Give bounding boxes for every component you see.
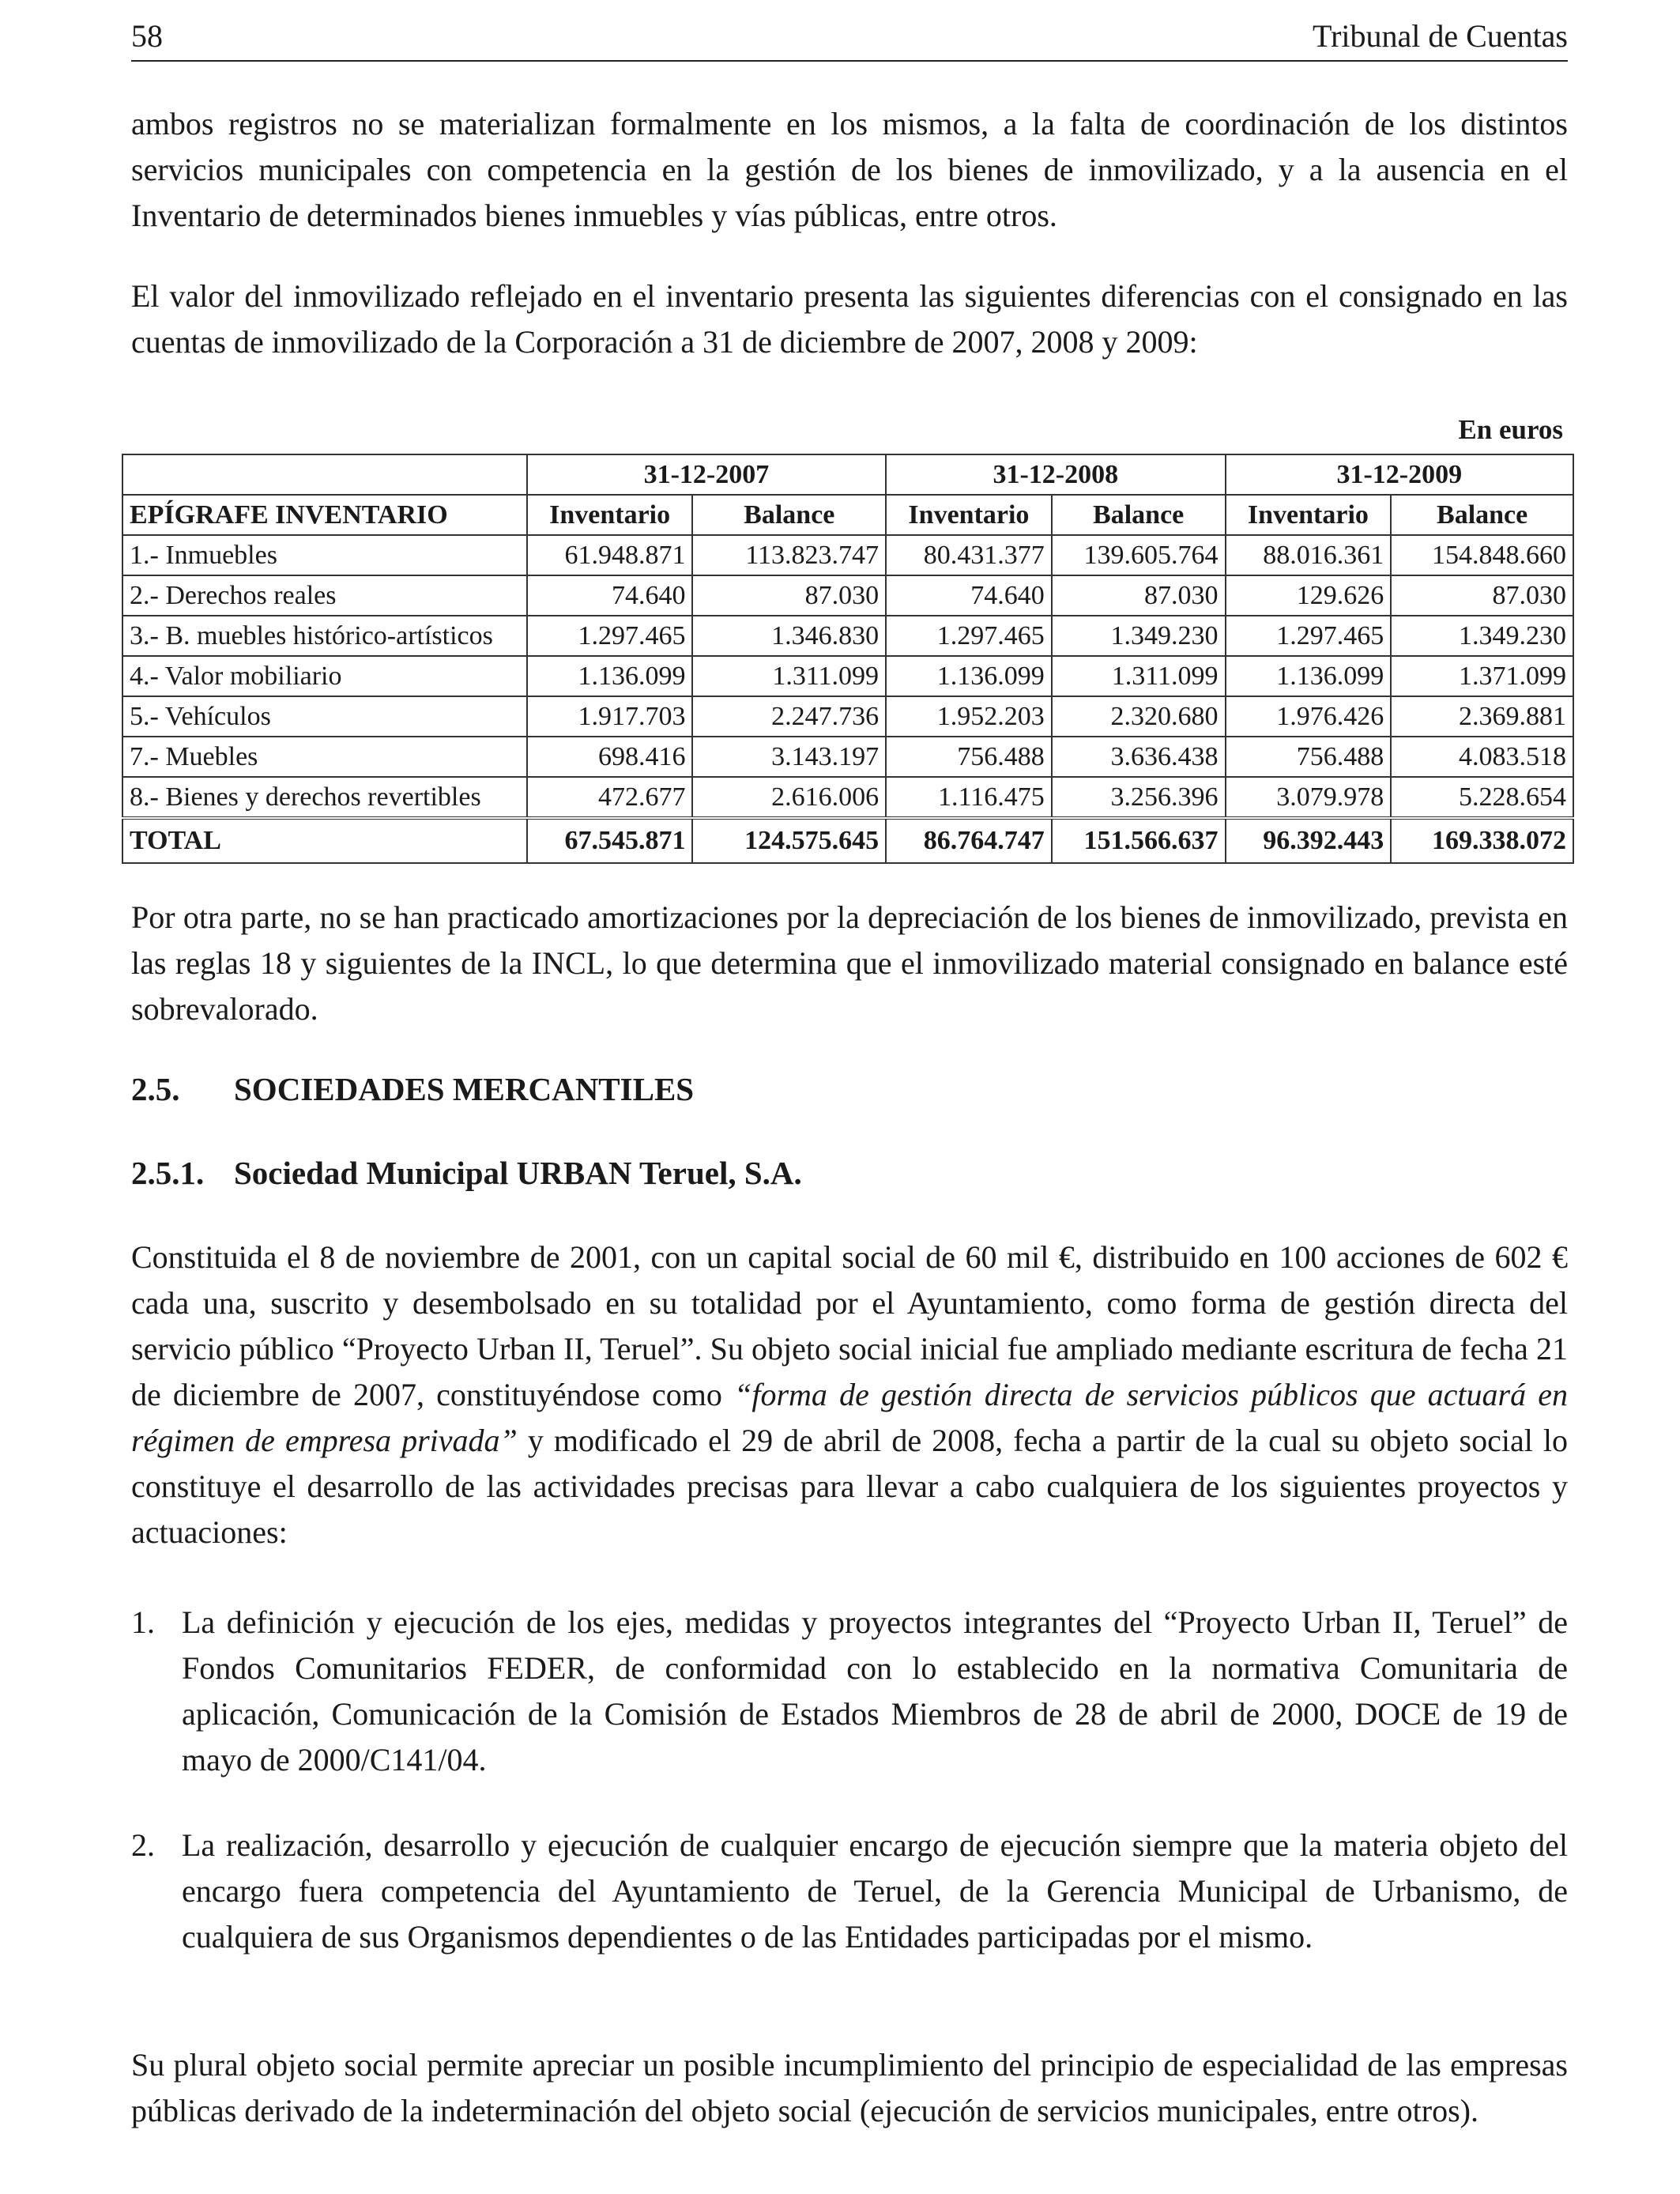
paragraph-2: El valor del inmovilizado reflejado en el inventario presenta las siguientes diferencias con el consignado en las cuentas de inmovilizado de la Corporación a 31 de diciembre de 2007, 2008 y 2009: bbox=[131, 278, 1568, 360]
list-item-number: 2. bbox=[131, 1827, 155, 1863]
table-row bbox=[122, 696, 1573, 737]
column-header-inventario: Inventario bbox=[886, 495, 1052, 535]
table-cell: 5.228.654 bbox=[1391, 777, 1573, 818]
table-cell: 2.369.881 bbox=[1391, 696, 1573, 737]
row-label: 1.- Inmuebles bbox=[122, 535, 527, 575]
section-heading bbox=[131, 1070, 694, 1108]
table-cell: 74.640 bbox=[527, 575, 693, 616]
table-row bbox=[122, 616, 1573, 656]
table-cell: 1.346.830 bbox=[692, 616, 886, 656]
table-cell: 87.030 bbox=[692, 575, 886, 616]
table-cell: 1.311.099 bbox=[692, 656, 886, 696]
table-cell: 1.311.099 bbox=[1052, 656, 1226, 696]
column-header-balance: Balance bbox=[692, 495, 886, 535]
table-cell: 3.143.197 bbox=[692, 737, 886, 777]
row-label: 3.- B. muebles histórico-artísticos bbox=[122, 616, 527, 656]
table-cell: 1.136.099 bbox=[527, 656, 693, 696]
table-cell: 87.030 bbox=[1052, 575, 1226, 616]
table-cell: 1.952.203 bbox=[886, 696, 1052, 737]
table-cell: 3.636.438 bbox=[1052, 737, 1226, 777]
total-cell: 96.392.443 bbox=[1226, 818, 1392, 863]
row-header-label: EPÍGRAFE INVENTARIO bbox=[122, 495, 527, 535]
row-label: 5.- Vehículos bbox=[122, 696, 527, 737]
row-label: 8.- Bienes y derechos revertibles bbox=[122, 777, 527, 818]
table-cell: 154.848.660 bbox=[1391, 535, 1573, 575]
paragraph-4-text-end: y modificado el 29 de abril de 2008, fecha a partir de la cual su objeto social lo constituye el desarrollo de las actividades precisas para llevar a cabo cualquiera de los siguientes proyectos y actuaciones: bbox=[131, 1423, 1568, 1550]
total-cell: 151.566.637 bbox=[1052, 818, 1226, 863]
table-cell: 129.626 bbox=[1226, 575, 1392, 616]
column-header-inventario: Inventario bbox=[1226, 495, 1392, 535]
table-cell: 756.488 bbox=[886, 737, 1052, 777]
table-cell: 4.083.518 bbox=[1391, 737, 1573, 777]
table-header-dates bbox=[122, 454, 1573, 495]
table-cell: 139.605.764 bbox=[1052, 535, 1226, 575]
inventory-table bbox=[122, 454, 1574, 864]
table-cell: 756.488 bbox=[1226, 737, 1392, 777]
column-header-balance: Balance bbox=[1052, 495, 1226, 535]
paragraph-4-text: Constituida el 8 de noviembre de 2001, con un capital social de 60 mil €, distribuido en 100 acciones de 602 € cada una, suscrito y desembolsado en su totalidad por el Ayuntamiento, como forma de gestión directa del servicio público “Proyecto Urban II, Teruel”. Su objeto social inicial fue ampliado mediante escritura de fecha 21 de diciembre de 2007, constituyéndose como bbox=[131, 1239, 1568, 1412]
total-cell: 169.338.072 bbox=[1391, 818, 1573, 863]
table-cell: 113.823.747 bbox=[692, 535, 886, 575]
list-item-number: 1. bbox=[131, 1604, 155, 1640]
table-cell: 74.640 bbox=[886, 575, 1052, 616]
table-cell: 87.030 bbox=[1391, 575, 1573, 616]
table-cell: 1.136.099 bbox=[886, 656, 1052, 696]
subsection-title: Sociedad Municipal URBAN Teruel, S.A. bbox=[234, 1155, 802, 1191]
table-cell: 1.297.465 bbox=[527, 616, 693, 656]
subsection-number: 2.5.1. bbox=[131, 1155, 205, 1191]
table-row bbox=[122, 737, 1573, 777]
table-cell: 80.431.377 bbox=[886, 535, 1052, 575]
column-header-inventario: Inventario bbox=[527, 495, 693, 535]
row-label: 7.- Muebles bbox=[122, 737, 527, 777]
table-cell: 1.371.099 bbox=[1391, 656, 1573, 696]
page-header bbox=[131, 17, 1568, 62]
table-header-columns bbox=[122, 495, 1573, 535]
section-title: SOCIEDADES MERCANTILES bbox=[234, 1071, 695, 1107]
list-item-text: La definición y ejecución de los ejes, medidas y proyectos integrantes del “Proyecto Urban II, Teruel” de Fondos Comunitarios FEDER, de conformidad con lo establecido en la normativa Comunitaria de aplicación, Comunicación de la Comisión de Estados Miembros de 28 de abril de 2000, DOCE de 19 de mayo de 2000/C141/04. bbox=[182, 1604, 1568, 1777]
table-cell: 1.297.465 bbox=[1226, 616, 1392, 656]
table-cell: 3.256.396 bbox=[1052, 777, 1226, 818]
table-total-row bbox=[122, 818, 1573, 863]
page-number: 58 bbox=[131, 18, 163, 54]
table-row bbox=[122, 575, 1573, 616]
table-row bbox=[122, 777, 1573, 818]
row-label: 2.- Derechos reales bbox=[122, 575, 527, 616]
total-cell: 67.545.871 bbox=[527, 818, 693, 863]
date-header: 31-12-2008 bbox=[886, 454, 1225, 495]
total-label: TOTAL bbox=[122, 818, 527, 863]
table-cell: 61.948.871 bbox=[527, 535, 693, 575]
table-cell: 698.416 bbox=[527, 737, 693, 777]
list-item bbox=[131, 1600, 1568, 1783]
table-cell: 1.349.230 bbox=[1052, 616, 1226, 656]
date-header: 31-12-2007 bbox=[527, 454, 886, 495]
total-cell: 86.764.747 bbox=[886, 818, 1052, 863]
table-cell: 88.016.361 bbox=[1226, 535, 1392, 575]
table-cell: 1.976.426 bbox=[1226, 696, 1392, 737]
list-item bbox=[131, 1823, 1568, 1960]
total-cell: 124.575.645 bbox=[692, 818, 886, 863]
paragraph-4 bbox=[131, 1235, 1568, 1555]
table-cell: 2.247.736 bbox=[692, 696, 886, 737]
table-cell: 1.136.099 bbox=[1226, 656, 1392, 696]
paragraph-5: Su plural objeto social permite apreciar un posible incumplimiento del principio de especialidad de las empresas públicas derivado de la indeterminación del objeto social (ejecución de servicios municipales, entre otros). bbox=[131, 2047, 1568, 2128]
table-cell: 2.320.680 bbox=[1052, 696, 1226, 737]
header-title: Tribunal de Cuentas bbox=[1313, 18, 1568, 54]
row-label: 4.- Valor mobiliario bbox=[122, 656, 527, 696]
table-cell: 1.349.230 bbox=[1391, 616, 1573, 656]
table-corner-cell bbox=[122, 454, 527, 495]
table-row bbox=[122, 535, 1573, 575]
table-cell: 1.116.475 bbox=[886, 777, 1052, 818]
table-cell: 1.297.465 bbox=[886, 616, 1052, 656]
table-cell: 3.079.978 bbox=[1226, 777, 1392, 818]
paragraph-1: ambos registros no se materializan formalmente en los mismos, a la falta de coordinación de los distintos servicios municipales con competencia en la gestión de los bienes de inmovilizado, y a la ausencia en el Inventario de determinados bienes inmuebles y vías públicas, entre otros. bbox=[131, 106, 1568, 233]
subsection-heading bbox=[131, 1154, 802, 1192]
table-cell: 2.616.006 bbox=[692, 777, 886, 818]
column-header-balance: Balance bbox=[1391, 495, 1573, 535]
list-item-text: La realización, desarrollo y ejecución de cualquier encargo de ejecución siempre que la materia objeto del encargo fuera competencia del Ayuntamiento de Teruel, de la Gerencia Municipal de Urbanismo, de cualquiera de sus Organismos dependientes o de las Entidades participadas por el mismo. bbox=[182, 1827, 1568, 1955]
table-unit: En euros bbox=[1458, 414, 1563, 445]
table-cell: 1.917.703 bbox=[527, 696, 693, 737]
table-row bbox=[122, 656, 1573, 696]
paragraph-3: Por otra parte, no se han practicado amortizaciones por la depreciación de los bienes de inmovilizado, prevista en las reglas 18 y siguientes de la INCL, lo que determina que el inmovilizado material consignado en balance esté sobrevalorado. bbox=[131, 899, 1568, 1027]
table-cell: 472.677 bbox=[527, 777, 693, 818]
paragraph-4-quote: “forma de gestión directa de servicios públicos que actuará en régimen de empresa privada” bbox=[131, 1377, 1569, 1458]
date-header: 31-12-2009 bbox=[1226, 454, 1573, 495]
section-number: 2.5. bbox=[131, 1071, 180, 1107]
